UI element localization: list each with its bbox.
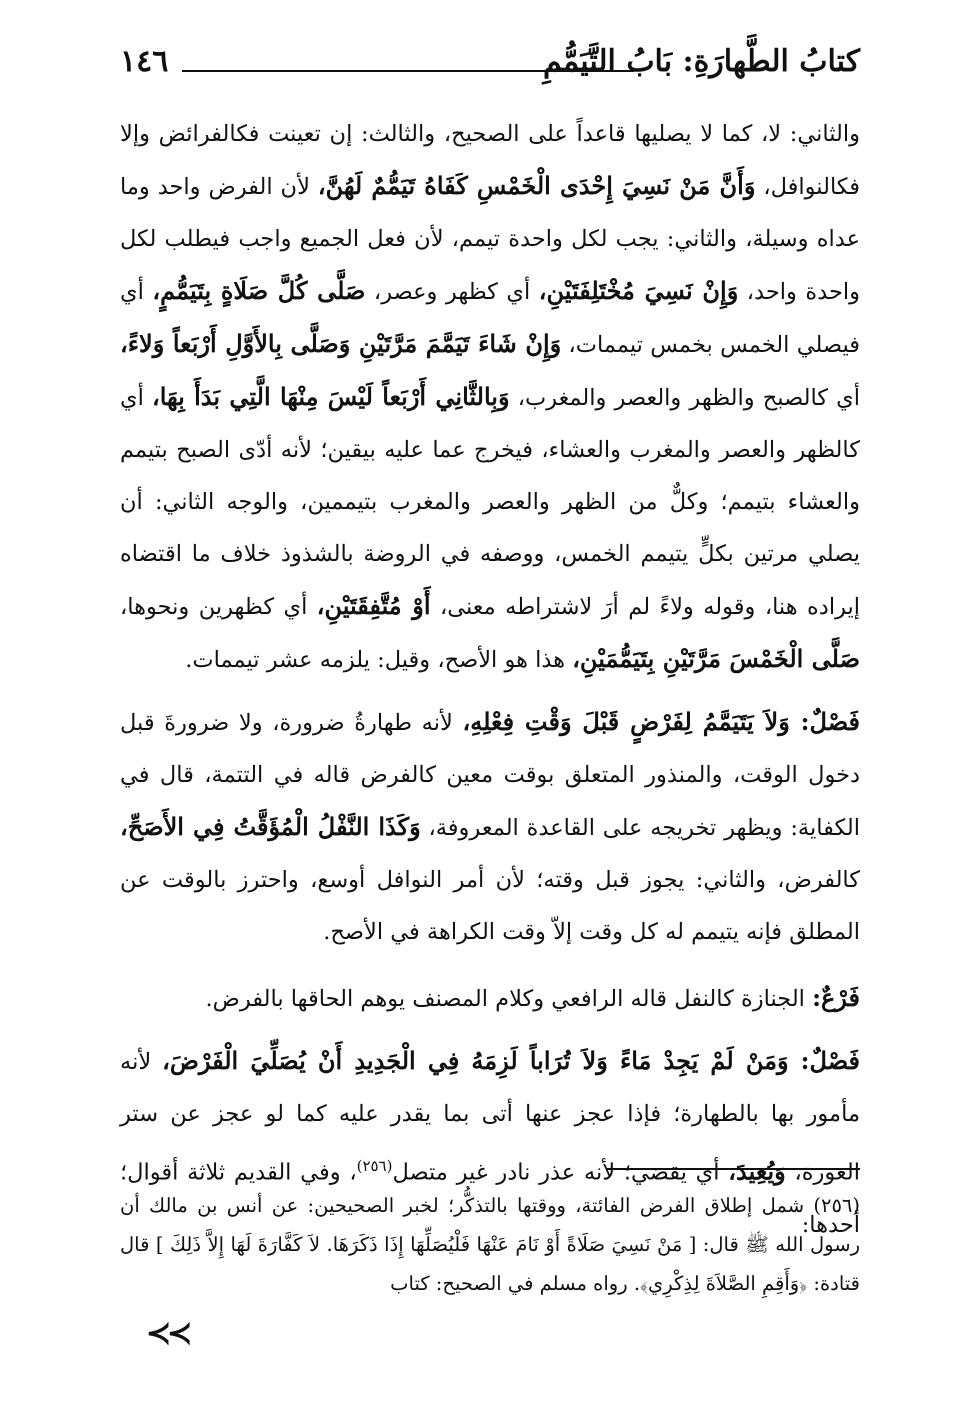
- sharh-text: ، وفي القديم ثلاثة أقوال؛ أحدها:: [120, 1159, 860, 1238]
- matn-text: وَإِنْ شَاءَ تَيَمَّمَ مَرَّتَيْنِ وَصَلَّى بِالأَوَّلِ أَرْبَعاً وَلاءً،: [120, 329, 562, 358]
- footnote-rule: [606, 1168, 860, 1170]
- sharh-text: أي كظهرين ونحوها،: [120, 594, 317, 620]
- sharh-text: لأنه مأمور بها بالطهارة؛ فإذا عجز عنها أتى بما يقدر عليه كما لو عجز عن ستر العورة،: [120, 1049, 860, 1186]
- sharh-text: أي يقضي؛ لأنه عذر نادر غير متصل: [392, 1159, 729, 1186]
- matn-text: وَأَنَّ مَنْ نَسِيَ إِحْدَى الْخَمْسِ كَفَاهُ تَيَمُّمٌ لَهُنَّ،: [317, 171, 756, 200]
- matn-text: وَيُعِيدَ،: [728, 1156, 786, 1186]
- sharh-text: أي كالصبح والظهر والعصر والمغرب،: [509, 385, 861, 411]
- sharh-text: أي كظهر وعصر،: [365, 279, 539, 305]
- paragraph-1: [120, 108, 860, 686]
- page-header: [120, 40, 860, 90]
- header-rule: [182, 70, 634, 72]
- sharh-text: هذا هو الأصح، وقيل: يلزمه عشر تيممات.: [185, 647, 573, 673]
- matn-text: وَكَذَا النَّفْلُ الْمُؤَقَّتُ فِي الأَصَحِّ،: [120, 812, 421, 841]
- matn-text: فَصْلٌ: وَمَنْ لَمْ يَجِدْ مَاءً وَلاَ تُرَاباً لَزِمَهُ فِي الْجَدِيدِ أَنْ يُصَلِّيَ الْفَرْضَ،: [162, 1046, 860, 1075]
- footnote-ref: (٢٥٦): [356, 1157, 393, 1175]
- paragraph-fasl-tayammum-time: [120, 696, 860, 958]
- matn-text: صَلَّى كُلَّ صَلَاةٍ بِتَيَمُّمٍ،: [152, 276, 366, 305]
- running-title: كتابُ الطَّهارَةِ: بَابُ التَّيَمُّمِ: [542, 44, 860, 79]
- sharh-text: لأن الفرض واحد وما عداه وسيلة، والثاني: يجب لكل واحدة تيمم، لأن فعل الجميع واجب فيطلب لكل واحدة واحد،: [120, 174, 861, 305]
- page-number: ١٤٦: [120, 44, 169, 79]
- footnote: [120, 1186, 860, 1303]
- footnote-text: (٢٥٦) شمل إطلاق الفرض الفائتة، ووقتها بالتذكُّر؛ لخبر الصحيحين: عن أنس بن مالك أن رسول الله ﷺ قال: [ مَنْ نَسِيَ صَلَاةً أَوْ نَامَ عَنْهَا فَلْيُصَلِّهَا إِذَا ذَكَرَهَا. لاَ كَفَّارَةَ لَهَا إِلاَّ ذَلِكَ ] قال قتادة: ﴿وَأَقِمِ الصَّلاَةَ لِذِكْرِي﴾. رواه مسلم في الصحيح: كتاب: [120, 1194, 860, 1295]
- matn-text: وَإِنْ نَسِيَ مُخْتَلِفَتَيْنِ،: [538, 276, 739, 305]
- sharh-text: لأنه طهارةُ ضرورة، ولا ضرورةَ قبل دخول الوقت، والمنذور المتعلق بوقت معين كالفرض قاله في التتمة، قال في الكفاية: ويظهر تخريجه على القاعدة المعروفة،: [120, 710, 860, 841]
- sharh-text: الجنازة كالنفل قاله الرافعي وكلام المصنف يوهم الحاقها بالفرض.: [205, 986, 813, 1012]
- matn-text: وَبِالثَّانِي أَرْبَعاً لَيْسَ مِنْهَا الَّتِي بَدَأَ بِهَا،: [152, 382, 510, 411]
- matn-text: أَوْ مُتَّفِقَتَيْنِ،: [316, 591, 431, 620]
- matn-text: فَصْلٌ: وَلاَ يَتَيَمَّمُ لِفَرْضٍ قَبْلَ وَقْتِ فِعْلِهِ،: [462, 707, 860, 736]
- paragraph-far: [120, 972, 860, 1025]
- continuation-arrows-icon: ≺≺: [146, 1316, 189, 1351]
- matn-text: فَرْعٌ:: [812, 983, 860, 1012]
- sharh-text: والثاني: لا، كما لا يصليها قاعداً على الصحيح، والثالث: إن تعينت فكالفرائض وإلا فكالنوافل،: [120, 121, 860, 200]
- matn-text: صَلَّى الْخَمْسَ مَرَّتَيْنِ بِتَيَمُّمَيْنِ،: [572, 644, 860, 673]
- sharh-text: أي فيصلي الخمس بخمس تيممات،: [120, 279, 860, 358]
- sharh-text: كالفرض، والثاني: يجوز قبل وقته؛ لأن أمر النوافل أوسع، واحترز بالوقت عن المطلق فإنه يتيمم له كل وقت إلاّ وقت الكراهة في الأصح.: [120, 867, 860, 945]
- main-text: [120, 108, 860, 1251]
- sharh-text: أي كالظهر والعصر والمغرب والعشاء، فيخرج عما عليه بيقين؛ لأنه أدّى الصبح بتيمم والعشاء بتيمم؛ وكلٌّ من الظهر والعصر والمغرب بتيممين، والوجه الثاني: أن يصلي مرتين بكلٍّ يتيمم الخمس، ووصفه في الروضة بالشذوذ خلاف ما اقتضاه إيراده هنا، وقوله ولاءً لم أرَ لاشتراطه معنى،: [120, 385, 861, 620]
